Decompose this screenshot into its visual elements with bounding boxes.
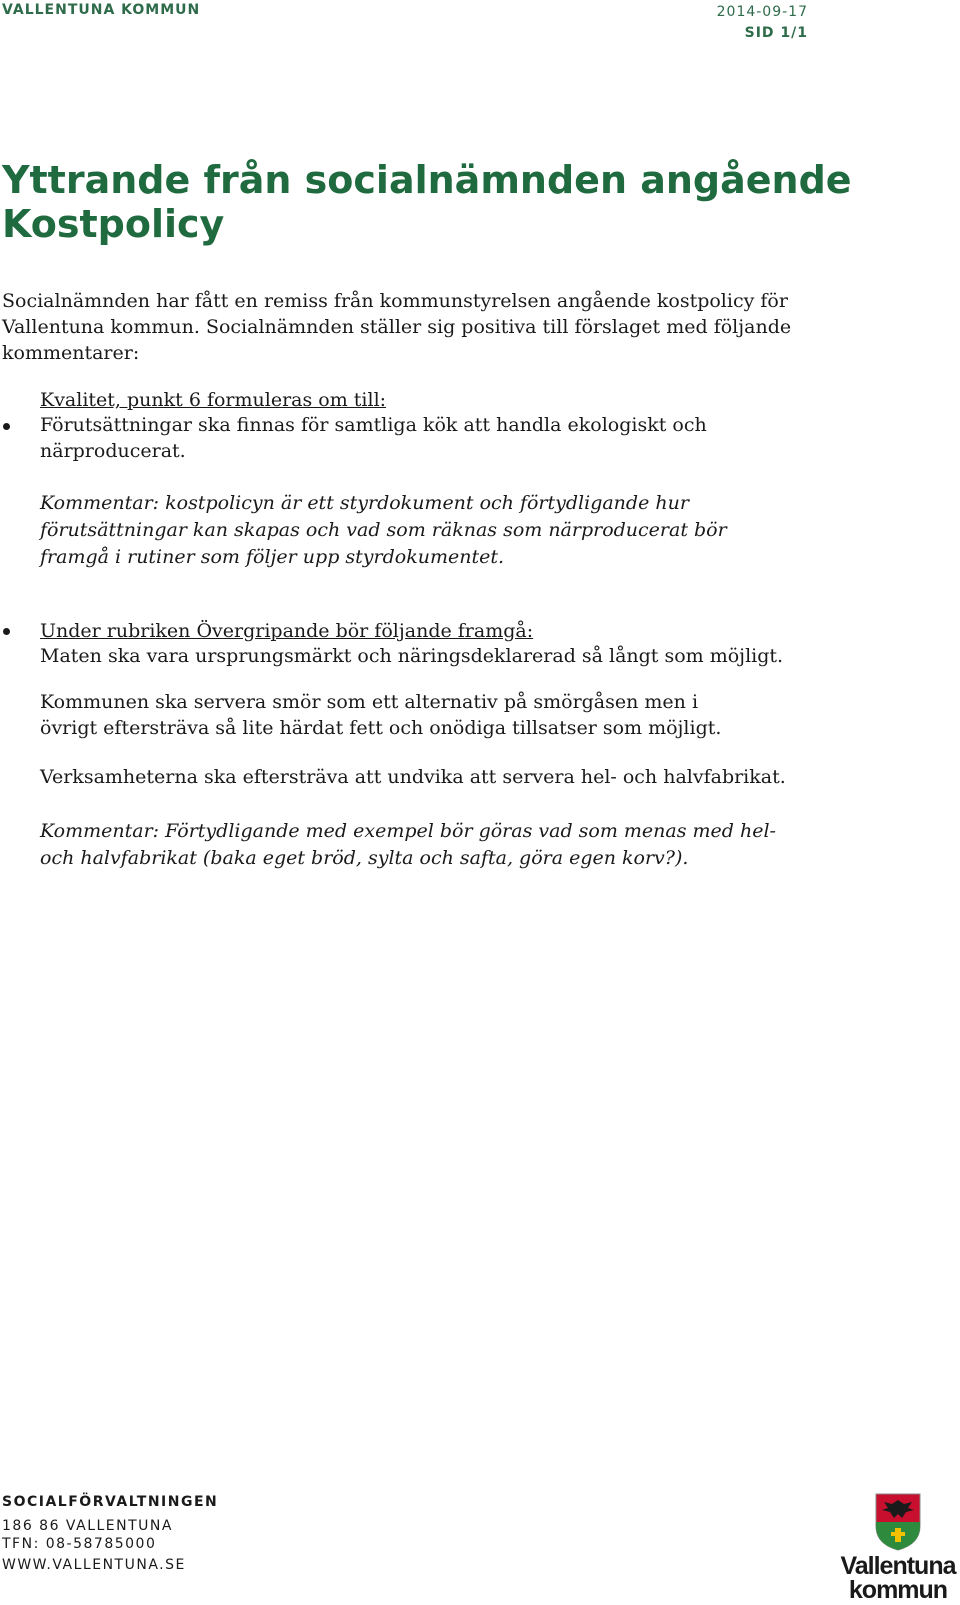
section2-paragraph: Kommunen ska servera smör som ett alternativ på smörgåsen men i övrigt eftersträva så lite härdat fett och onödiga tillsatser som möjligt. (40, 691, 722, 739)
header-organization: VALLENTUNA KOMMUN (2, 2, 201, 18)
section2-comment: Kommentar: Förtydligande med exempel bör göras vad som menas med hel- och halvfabrikat (baka eget bröd, sylta och safta, göra egen korv?). (40, 820, 776, 869)
section1-bullet-text: Förutsättningar ska finnas för samtliga kök att handla ekologiskt och närproducerat. (40, 414, 707, 462)
page-number: SID 1/1 (744, 25, 808, 41)
document-date: 2014-09-17 (716, 4, 808, 20)
section1-heading: Kvalitet, punkt 6 formuleras om till: (40, 389, 387, 411)
footer (2, 1494, 218, 1573)
bullet-icon (3, 628, 10, 635)
municipality-logo (836, 1492, 960, 1604)
document-title: Yttrande från socialnämnden angående Kostpolicy (2, 158, 852, 246)
coat-of-arms-icon (836, 1492, 960, 1554)
logo-text: kommun (848, 1576, 948, 1604)
header-meta (717, 2, 808, 44)
footer-address: 186 86 VALLENTUNA (2, 1518, 173, 1534)
section1-comment: Kommentar: kostpolicyn är ett styrdokument och förtydligande hur förutsättningar kan skapas och vad som räknas som närproducerat bör framgå i rutiner som följer upp styrdokumentet. (40, 492, 727, 568)
section2-line: Maten ska vara ursprungsmärkt och näringsdeklarerad så långt som möjligt. (40, 645, 784, 667)
footer-phone: TFN: 08-58785000 (2, 1536, 157, 1552)
footer-website: WWW.VALLENTUNA.SE (2, 1557, 186, 1573)
section2-heading: Under rubriken Övergripande bör följande framgå: (40, 620, 534, 642)
bullet-icon (3, 423, 10, 430)
intro-paragraph: Socialnämnden har fått en remiss från kommunstyrelsen angående kostpolicy för Vallentuna kommun. Socialnämnden ställer sig positiva till förslaget med följande kommentarer: (2, 290, 792, 364)
logo-text: Vallentuna (840, 1552, 956, 1580)
footer-organization: SOCIALFÖRVALTNINGEN (2, 1494, 219, 1510)
section2-paragraph: Verksamheterna ska eftersträva att undvika att servera hel- och halvfabrikat. (40, 766, 786, 788)
